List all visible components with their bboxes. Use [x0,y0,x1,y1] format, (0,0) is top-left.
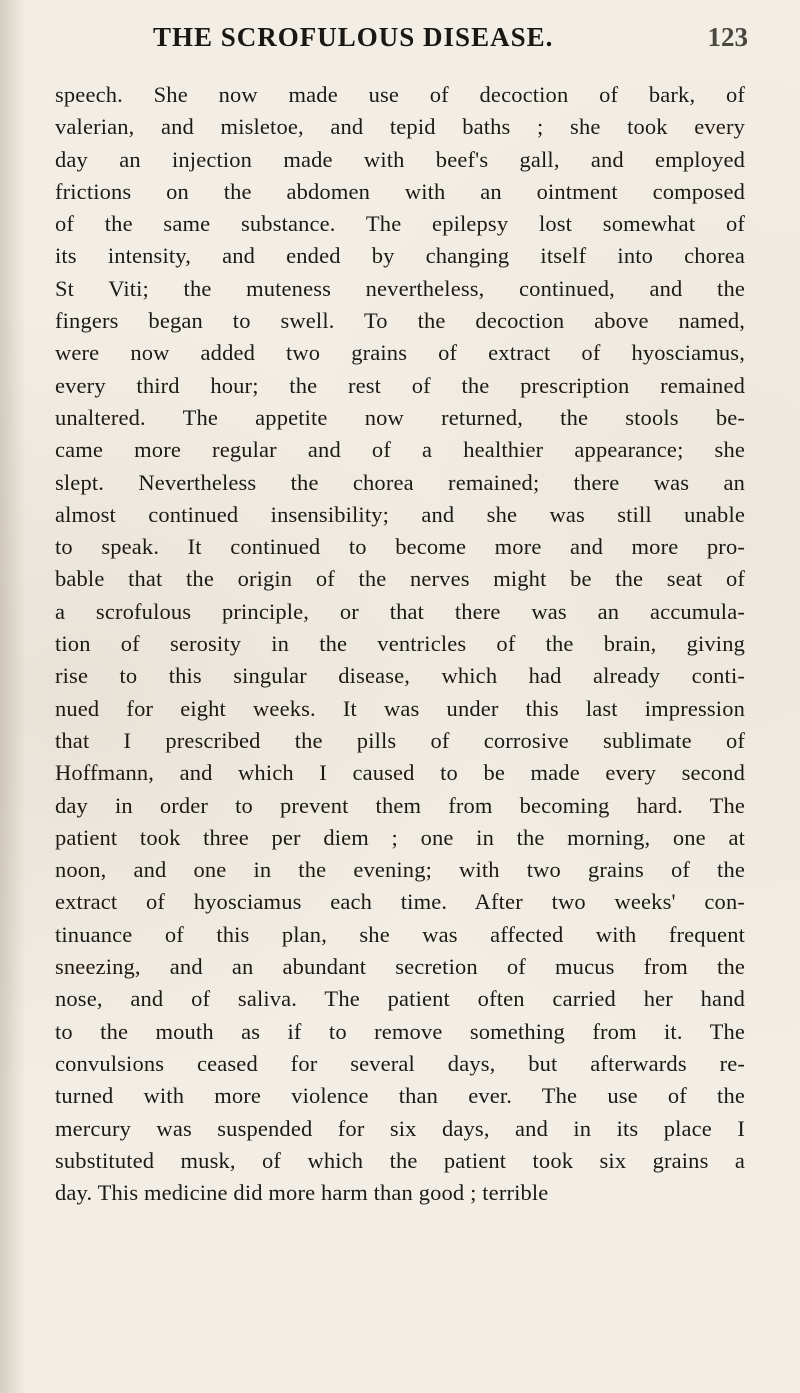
text-line: convulsions ceased for several days, but afterwards re- [55,1050,745,1076]
text-line: patient took three per diem ; one in the morning, one at [55,824,745,850]
text-line: nose, and of saliva. The patient often carried her hand [55,986,745,1012]
text-line: every third hour; the rest of the prescription remained [55,372,745,398]
text-line: Hoffmann, and which I caused to be made every second [55,760,745,786]
text-line: substituted musk, of which the patient took six grains a [55,1147,745,1173]
text-line: were now added two grains of extract of hyosciamus, [55,340,745,366]
page-header [48,22,754,66]
text-line: almost continued insensibility; and she was still unable [55,501,745,527]
text-line: to the mouth as if to remove something from it. The [55,1018,745,1044]
text-line: that I prescribed the pills of corrosive sublimate of [55,727,745,753]
text-line: fingers began to swell. To the decoction above named, [55,308,745,334]
page-binding-shadow [0,0,26,1393]
text-line: sneezing, and an abundant secretion of mucus from the [55,954,745,980]
text-line: tion of serosity in the ventricles of the brain, giving [55,631,745,657]
text-line: day. This medicine did more harm than good ; terrible [55,1180,549,1206]
text-line: to speak. It continued to become more and more pro- [55,534,745,560]
text-line: valerian, and misletoe, and tepid baths ; she took every [55,114,745,140]
text-line: tinuance of this plan, she was affected with frequent [55,921,745,947]
text-line: nued for eight weeks. It was under this last impression [55,695,745,721]
text-line: turned with more violence than ever. The use of the [55,1083,745,1109]
text-line: extract of hyosciamus each time. After two weeks' con- [55,889,745,915]
text-line: speech. She now made use of decoction of bark, of [55,82,745,107]
text-line: day an injection made with beef's gall, and employed [55,146,745,172]
body-text [55,79,745,1209]
text-line: day in order to prevent them from becoming hard. The [55,792,745,818]
text-line: slept. Nevertheless the chorea remained; there was an [55,469,745,495]
text-line: frictions on the abdomen with an ointment composed [55,178,745,204]
text-line: noon, and one in the evening; with two grains of the [55,857,745,883]
text-line: bable that the origin of the nerves might be the seat of [55,566,745,592]
text-line: unaltered. The appetite now returned, the stools be- [55,404,745,430]
text-line: came more regular and of a healthier appearance; she [55,437,745,463]
text-line: of the same substance. The epilepsy lost somewhat of [55,211,745,237]
running-title: THE SCROFULOUS DISEASE. [153,22,554,52]
text-line: rise to this singular disease, which had already conti- [55,663,745,689]
text-line: a scrofulous principle, or that there was an accumula- [55,598,745,624]
page-number: 123 [707,22,748,52]
text-line: St Viti; the muteness nevertheless, continued, and the [55,275,745,301]
text-line: its intensity, and ended by changing itself into chorea [55,243,745,269]
text-line: mercury was suspended for six days, and in its place I [55,1115,745,1141]
